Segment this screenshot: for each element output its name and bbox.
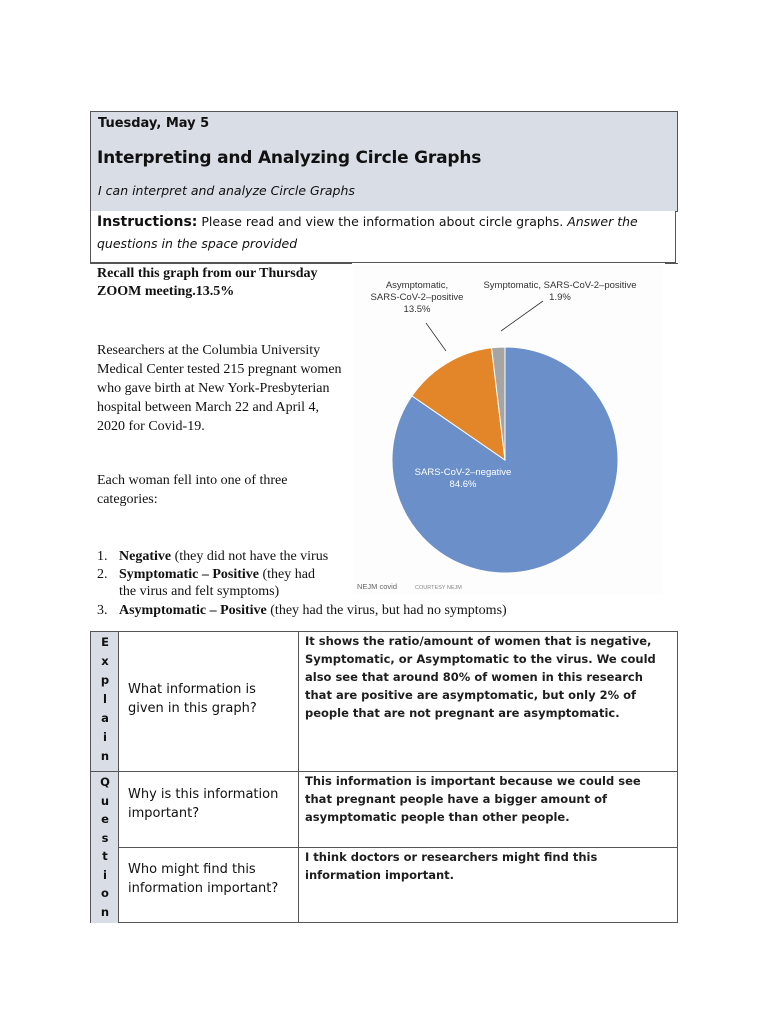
header-block — [90, 111, 678, 212]
answer-cell[interactable] — [299, 772, 677, 848]
vertical-letter: a — [101, 711, 109, 725]
category-name: Symptomatic – Positive — [119, 567, 259, 582]
instructions-label: Instructions: — [97, 214, 198, 230]
category-desc: (they had — [258, 567, 315, 582]
question-text: What information is given in this graph? — [128, 682, 257, 716]
learning-target: I can interpret and analyze Circle Graphs — [98, 183, 355, 198]
question-cell — [119, 848, 299, 923]
credit-label: COURTESY NEJM — [415, 585, 462, 591]
explain-label-column — [91, 632, 119, 772]
instructions-text: Please read and view the information about circle graphs. — [197, 214, 568, 229]
slice-label-asymptomatic-3: 13.5% — [403, 304, 431, 315]
vertical-letter: Q — [100, 775, 110, 789]
question-cell — [119, 632, 299, 772]
categories-intro: Each woman fell into one of three categories: — [97, 473, 288, 507]
leader-line-asymptomatic — [426, 323, 446, 351]
category-desc-continued: the virus and felt symptoms) — [119, 584, 280, 599]
leader-line-symptomatic — [501, 301, 543, 331]
divider — [665, 263, 678, 264]
instructions-row — [90, 211, 676, 263]
category-name: Asymptomatic – Positive — [119, 603, 267, 618]
category-number: 1. — [97, 549, 108, 564]
category-item — [97, 602, 507, 619]
vertical-letter: u — [100, 793, 110, 808]
vertical-letter: x — [101, 654, 109, 668]
category-item — [97, 566, 347, 600]
vertical-letter: n — [100, 904, 110, 919]
slice-label-asymptomatic-2: SARS-CoV-2–positive — [370, 292, 464, 303]
vertical-letter: s — [101, 830, 109, 845]
answer-text: This information is important because we could see that pregnant people have a bigger amount of asymptomatic people than other people. — [305, 774, 641, 824]
instructions-italic: Answer the questions in the space provided — [97, 214, 638, 251]
answer-cell[interactable] — [299, 632, 677, 772]
vertical-letter: n — [100, 749, 110, 763]
slice-label-negative-2: 84.6% — [449, 479, 477, 490]
source-label: NEJM covid — [357, 582, 398, 591]
info-section — [90, 263, 678, 631]
slice-label-asymptomatic-1: Asymptomatic, — [385, 280, 449, 291]
question-text: Why is this information important? — [128, 787, 279, 821]
answer-text: I think doctors or researchers might find this information important. — [305, 850, 598, 882]
slice-label-symptomatic-1: Symptomatic, SARS-CoV-2–positive — [483, 280, 637, 291]
vertical-letter: i — [103, 867, 107, 882]
category-desc: (they had the virus, but had no symptoms) — [266, 603, 507, 618]
question-table — [90, 631, 678, 923]
divider — [90, 263, 352, 264]
vertical-letter: i — [103, 730, 107, 744]
recall-text: Recall this graph from our Thursday ZOOM meeting.13.5% — [97, 266, 318, 299]
question-cell — [119, 772, 299, 848]
pie-chart-image — [353, 265, 663, 595]
vertical-letter: p — [100, 673, 110, 687]
category-desc: (they did not have the virus — [171, 549, 329, 564]
lesson-title: Interpreting and Analyzing Circle Graphs — [97, 148, 482, 168]
category-name: Negative — [119, 549, 172, 564]
answer-cell[interactable] — [299, 848, 677, 923]
lesson-date: Tuesday, May 5 — [98, 116, 210, 131]
answer-text: It shows the ratio/amount of women that is negative, Symptomatic, or Asymptomatic to the virus. We could also see that around 80% of women in this research that are positive are asymptomatic, but only 2% of people that are not pregnant are asymptomatic. — [305, 634, 656, 720]
slice-label-symptomatic-2: 1.9% — [549, 292, 571, 303]
vertical-letter: o — [101, 886, 109, 900]
vertical-letter: e — [101, 812, 109, 826]
research-paragraph: Researchers at the Columbia University Medical Center tested 215 pregnant women who gave birth at New York-Presbyterian hospital between March 22 and April 4, 2020 for Covid-19. — [97, 343, 342, 434]
vertical-letter: l — [103, 692, 107, 706]
vertical-letter: E — [101, 635, 109, 649]
slice-label-negative-1: SARS-CoV-2–negative — [414, 467, 512, 478]
category-number: 3. — [97, 603, 108, 618]
pie-chart — [353, 265, 663, 595]
question-label-column — [91, 772, 119, 923]
category-number: 2. — [97, 567, 108, 582]
question-text: Who might find this information important? — [128, 862, 279, 896]
vertical-letter: t — [102, 849, 108, 863]
category-item — [97, 548, 328, 565]
